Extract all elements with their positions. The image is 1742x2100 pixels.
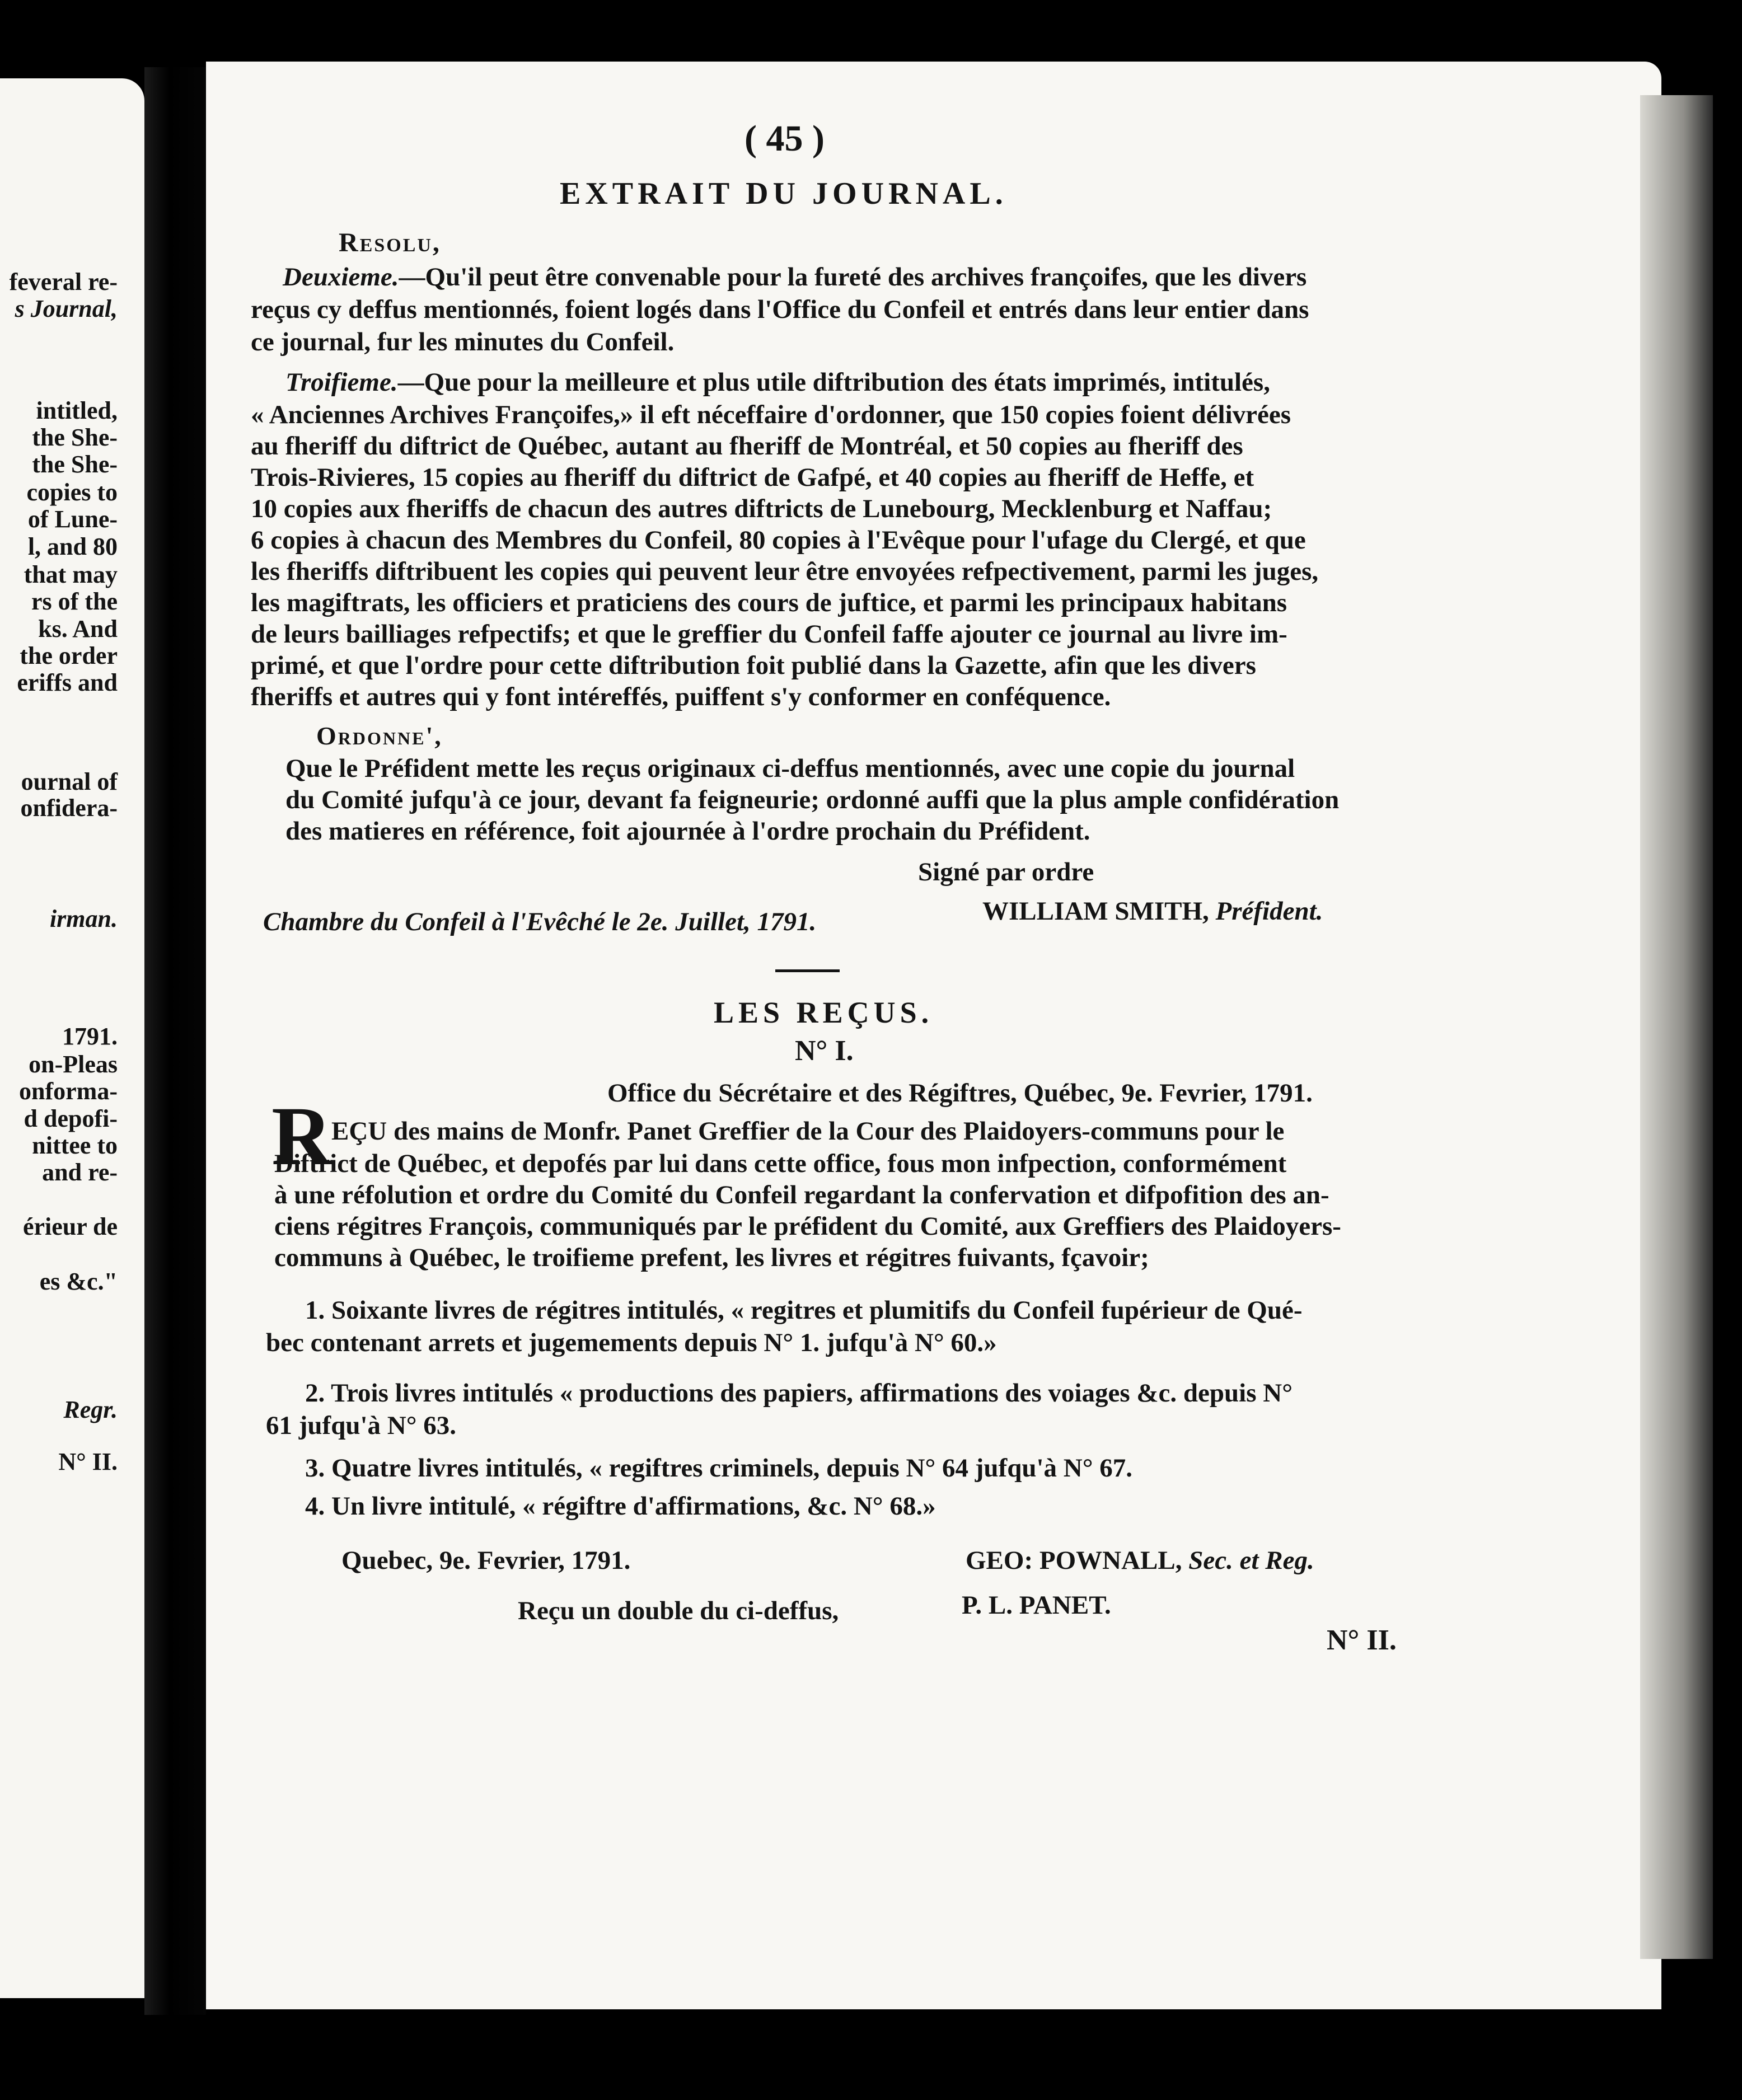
- left-page-line: intitled,: [36, 397, 118, 424]
- left-page-line: of Lune-: [27, 505, 118, 533]
- item-3: 3. Quatre livres intitulés, « regiftres criminels, depuis N° 64 jufqu'à N° 67.: [305, 1454, 1133, 1483]
- drop-cap-letter: R: [271, 1090, 333, 1183]
- troisieme-line-5: 10 copies aux fheriffs de chacun des autres diftricts de Lunebourg, Mecklenburg et Naffau;: [251, 494, 1272, 523]
- left-page-line: onfidera-: [20, 794, 118, 822]
- left-facing-page: [0, 78, 144, 1998]
- item-4: 4. Un livre intitulé, « régiftre d'affirmations, &c. N° 68.»: [305, 1492, 936, 1521]
- left-page-line: N° II.: [58, 1448, 118, 1475]
- left-page-line: irman.: [49, 905, 118, 932]
- troisieme-label: Troifieme.: [285, 368, 398, 397]
- recu-line-2: Diftrict de Québec, et depofés par lui dans cette office, fous mon infpection, conformément: [274, 1149, 1287, 1178]
- page-edge: [1640, 95, 1713, 1959]
- left-page-line: eriffs and: [17, 669, 118, 696]
- ordonne-label: Ordonne',: [316, 721, 443, 750]
- troisieme-line-11: fheriffs et autres qui y font intéreffés, puiffent s'y conformer en conféquence.: [251, 682, 1111, 711]
- troisieme-line-3: au fheriff du diftrict de Québec, autant au fheriff de Montréal, et 50 copies au fheriff des: [251, 432, 1243, 461]
- ordonne-line-1: Que le Préfident mette les reçus originaux ci-deffus mentionnés, avec une copie du journal: [285, 754, 1295, 783]
- pownall-title: Sec. et Reg.: [1188, 1546, 1314, 1575]
- troisieme-line-2: « Anciennes Archives Françoifes,» il eft néceffaire d'ordonner, que 150 copies foient délivrées: [251, 400, 1291, 429]
- left-page-line: onforma-: [19, 1077, 118, 1105]
- recu-line-5: communs à Québec, le troifieme prefent, les livres et régitres fuivants, fçavoir;: [274, 1243, 1149, 1272]
- troisieme-line-1: Troifieme.—Que pour la meilleure et plus utile diftribution des états imprimés, intitulés,: [285, 368, 1270, 397]
- left-page-line: ournal of: [21, 768, 118, 795]
- deuxieme-line-3: ce journal, fur les minutes du Confeil.: [251, 327, 675, 357]
- deuxieme-line-2: reçus cy deffus mentionnés, foient logés dans l'Office du Confeil et entrés dans leur entier dans: [251, 295, 1309, 324]
- left-page-line: d depofi-: [24, 1105, 118, 1132]
- left-page-line: érieur de: [22, 1213, 118, 1240]
- left-page-line: copies to: [26, 479, 118, 506]
- signatory-title: Préfident.: [1215, 897, 1323, 926]
- left-page-line: nittee to: [32, 1132, 118, 1159]
- troisieme-line-7: les fheriffs diftribuent les copies qui peuvent leur être envoyées refpectivement, parmi les juges,: [251, 557, 1319, 586]
- deuxieme-line-1: Deuxieme.—Qu'il peut être convenable pour la fureté des archives françoifes, que les divers: [283, 262, 1307, 292]
- left-page-line: l, and 80: [27, 533, 118, 560]
- next-receipt-number: N° II.: [1327, 1624, 1397, 1656]
- left-page-line: and re-: [42, 1159, 118, 1186]
- left-page-line: rs of the: [31, 588, 118, 615]
- left-page-line: on-Pleas: [29, 1051, 118, 1078]
- left-page-line: the order: [20, 642, 118, 669]
- item-2: 2. Trois livres intitulés « productions des papiers, affirmations des voiages &c. depuis N°: [305, 1379, 1293, 1408]
- item-1: 1. Soixante livres de régitres intitulés, « regitres et plumitifs du Confeil fupérieur de Qué-: [305, 1296, 1303, 1325]
- resolu-label: Resolu,: [339, 228, 441, 257]
- ordonne-line-3: des matieres en référence, foit ajournée à l'ordre prochain du Préfident.: [285, 817, 1090, 846]
- section-rule: [775, 969, 840, 972]
- left-page-line: ks. And: [38, 615, 118, 643]
- chambre-date-line: Chambre du Confeil à l'Evêché le 2e. Juillet, 1791.: [263, 907, 817, 936]
- troisieme-line-10: primé, et que l'ordre pour cette diftribution foit publié dans la Gazette, afin que les divers: [251, 651, 1256, 680]
- recu-double-line: Reçu un double du ci-deffus,: [518, 1596, 839, 1625]
- recu-line-1: EÇU des mains de Monfr. Panet Greffier de la Cour des Plaidoyers-communs pour le: [331, 1117, 1285, 1146]
- left-page-line: s Journal,: [15, 295, 118, 322]
- pownall-signature: GEO: POWNALL, Sec. et Reg.: [966, 1546, 1314, 1575]
- troisieme-line-9: de leurs bailliages refpectifs; et que le greffier du Confeil faffe ajouter ce journal au livre im-: [251, 620, 1287, 649]
- les-recus-heading: LES REÇUS.: [714, 996, 934, 1029]
- left-page-line: that may: [24, 561, 118, 588]
- page-number: ( 45 ): [744, 118, 825, 159]
- quebec-date-line: Quebec, 9e. Fevrier, 1791.: [341, 1546, 631, 1575]
- left-page-line: feveral re-: [9, 268, 118, 296]
- item-2-continuation: 61 jufqu'à N° 63.: [266, 1411, 457, 1440]
- signe-par-ordre: Signé par ordre: [918, 857, 1094, 887]
- left-page-line: 1791.: [62, 1023, 118, 1050]
- book-gutter: [144, 67, 206, 2015]
- troisieme-line-8: les magiftrats, les officiers et praticiens des cours de juftice, et parmi les principaux habitans: [251, 588, 1287, 617]
- signatory-line: [982, 898, 1323, 925]
- item-1-continuation: bec contenant arrets et jugemements depuis N° 1. jufqu'à N° 60.»: [266, 1328, 997, 1357]
- panet-signature: P. L. PANET.: [962, 1591, 1111, 1620]
- deuxieme-label: Deuxieme.: [283, 262, 399, 292]
- left-page-line: Regr.: [63, 1396, 118, 1423]
- ordonne-line-2: du Comité jufqu'à ce jour, devant fa feigneurie; ordonné auffi que la plus ample confidération: [285, 785, 1340, 814]
- recu-line-4: ciens régitres François, communiqués par le préfident du Comité, aux Greffiers des Plaidoyers-: [274, 1212, 1341, 1241]
- office-line: Office du Sécrétaire et des Régiftres, Québec, 9e. Fevrier, 1791.: [607, 1079, 1313, 1108]
- receipt-number-1: N° I.: [795, 1035, 854, 1067]
- troisieme-line-4: Trois-Rivieres, 15 copies au fheriff du diftrict de Gafpé, et 40 copies au fheriff de Heffe, et: [251, 463, 1254, 492]
- left-page-line: the She-: [32, 451, 118, 478]
- left-page-line: the She-: [32, 424, 118, 451]
- recu-line-3: à une réfolution et ordre du Comité du Confeil regardant la confervation et difpofition des an-: [274, 1180, 1329, 1210]
- left-page-line: es &c.": [39, 1268, 118, 1295]
- troisieme-line-6: 6 copies à chacun des Membres du Confeil, 80 copies à l'Evêque pour l'ufage du Clergé, et que: [251, 526, 1306, 555]
- page-heading: EXTRAIT DU JOURNAL.: [560, 176, 1008, 211]
- signatory-name: WILLIAM SMITH,: [982, 897, 1209, 926]
